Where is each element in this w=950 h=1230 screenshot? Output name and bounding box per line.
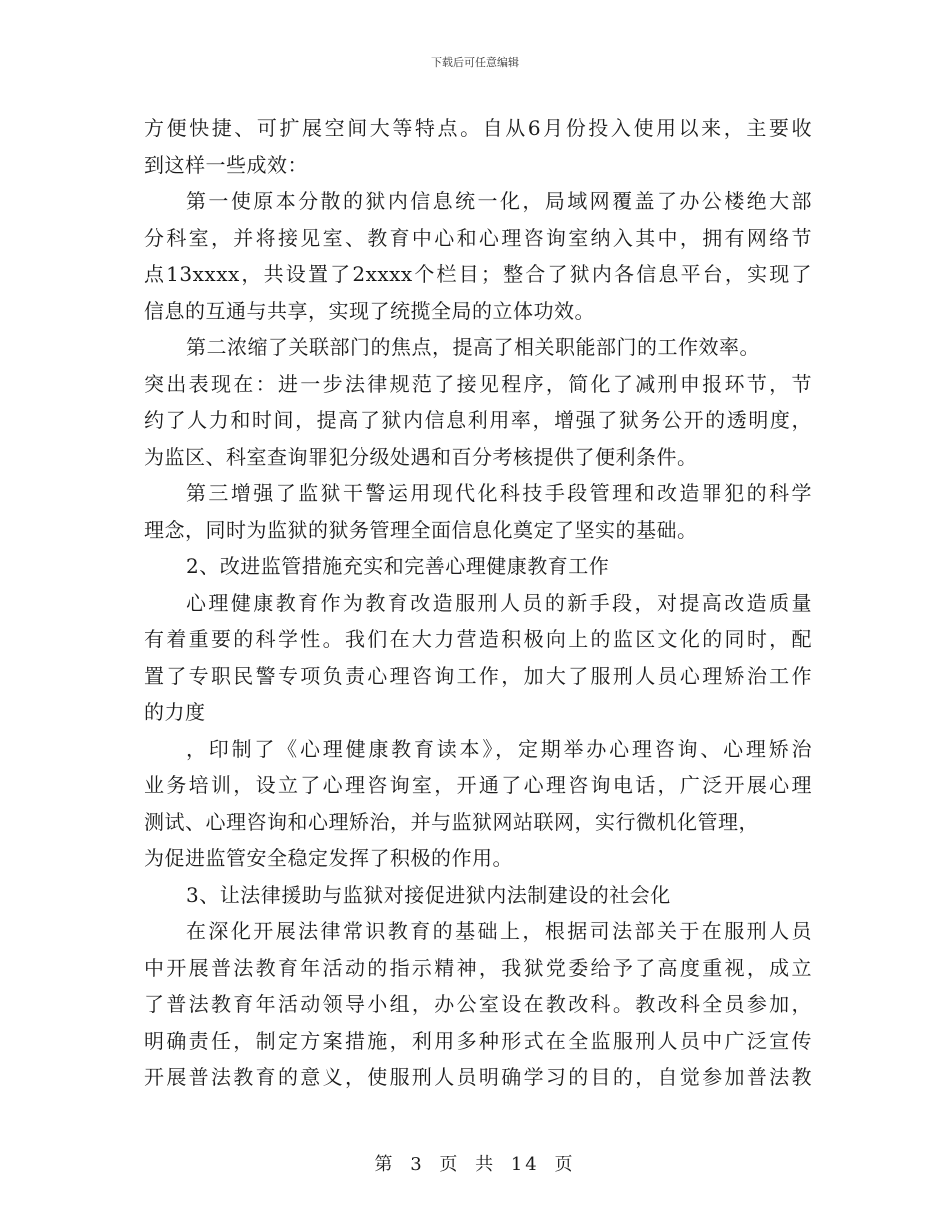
text-line: 为监区、科室查询罪犯分级处遇和百分考核提供了便利条件。 — [144, 444, 698, 469]
text-line: 了普法教育年活动领导小组，办公室设在教改科。教改科全员参加， — [144, 992, 812, 1016]
text-line: 第二浓缩了关联部门的焦点，提高了相关职能部门的工作效率。 — [186, 335, 760, 359]
text-line: 约了人力和时间，提高了狱内信息利用率，增强了狱务公开的透明度， — [144, 408, 812, 432]
text-line: 的力度 — [144, 700, 206, 724]
text-line: 信息的互通与共享，实现了统揽全局的立体功效。 — [144, 298, 595, 323]
text-line: 突出表现在：进一步法律规范了接见程序，简化了减刑申报环节，节 — [144, 371, 812, 396]
text-line: 到这样一些成效： — [144, 152, 308, 177]
text-line: 第三增强了监狱干警运用现代化科技手段管理和改造罪犯的科学 — [186, 481, 812, 505]
text-line: ，印制了《心理健康教育读本》，定期举办心理咨询、心理矫治 — [186, 736, 812, 761]
text-line: 点13xxxx，共设置了2xxxx个栏目；整合了狱内各信息平台，实现了 — [144, 262, 812, 286]
text-line: 有着重要的科学性。我们在大力营造积极向上的监区文化的同时，配 — [144, 627, 812, 651]
text-line: 中开展普法教育年活动的指示精神，我狱党委给予了高度重视，成立 — [144, 955, 812, 980]
page-number-footer: 第 3 页 共 14 页 — [374, 1154, 576, 1175]
text-line: 第一使原本分散的狱内信息统一化，局域网覆盖了办公楼绝大部 — [186, 189, 812, 213]
text-line: 分科室，并将接见室、教育中心和心理咨询室纳入其中，拥有网络节 — [144, 225, 812, 250]
text-line: 测试、心理咨询和心理矫治，并与监狱网站联网，实行微机化管理， — [144, 809, 759, 834]
text-line: 为促进监管安全稳定发挥了积极的作用。 — [144, 846, 513, 870]
text-line: 心理健康教育作为教育改造服刑人员的新手段，对提高改造质量 — [186, 590, 812, 615]
text-line: 置了专职民警专项负责心理咨询工作，加大了服刑人员心理矫治工作 — [144, 663, 812, 688]
text-line: 明确责任，制定方案措施，利用多种形式在全监服刑人员中广泛宣传 — [144, 1028, 812, 1053]
text-line: 理念，同时为监狱的狱务管理全面信息化奠定了坚实的基础。 — [144, 517, 698, 542]
text-line: 开展普法教育的意义，使服刑人员明确学习的目的，自觉参加普法教 — [144, 1065, 812, 1089]
section-heading: 2、改进监管措施充实和完善心理健康教育工作 — [186, 554, 610, 578]
page-header: 下载后可任意编辑 — [431, 56, 519, 69]
document-body — [144, 110, 812, 1096]
text-line: 在深化开展法律常识教育的基础上，根据司法部关于在服刑人员 — [186, 919, 812, 943]
text-line: 业务培训，设立了心理咨询室，开通了心理咨询电话，广泛开展心理 — [144, 773, 812, 797]
section-heading: 3、让法律援助与监狱对接促进狱内法制建设的社会化 — [186, 882, 671, 907]
text-line: 方便快捷、可扩展空间大等特点。自从6月份投入使用以来，主要收 — [144, 116, 812, 140]
